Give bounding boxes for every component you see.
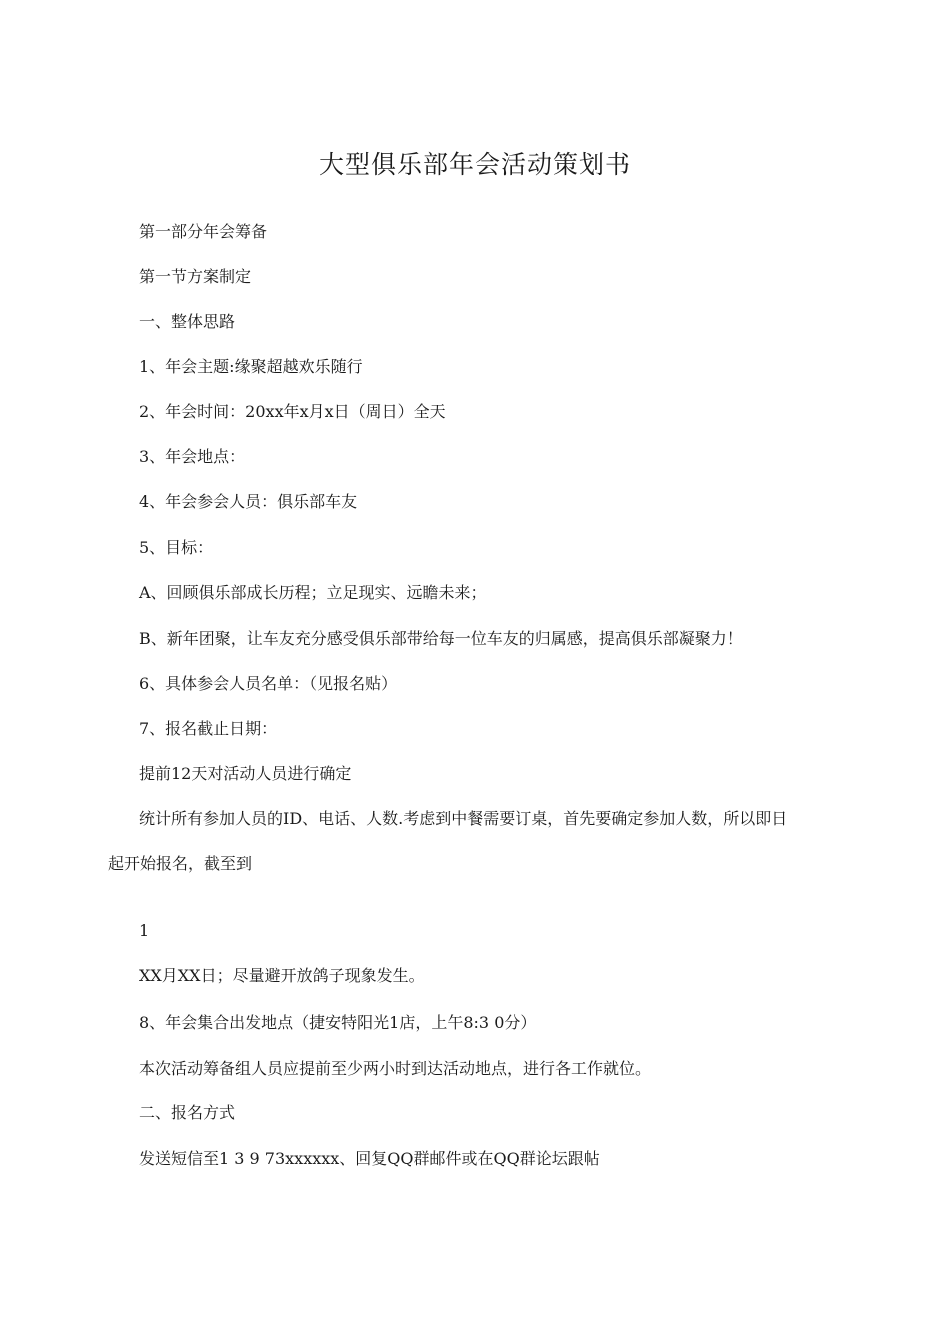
statistics-line: 统计所有参加人员的ID、电话、人数.考虑到中餐需要订桌，首先要确定参加人数，所以即日: [139, 809, 788, 828]
gathering-point-line: 8、年会集合出发地点（捷安特阳光1店，上午8:3 0分）: [139, 1013, 537, 1032]
confirm-line: 提前12天对活动人员进行确定: [139, 764, 352, 783]
attendees-line: 4、年会参会人员：俱乐部车友: [139, 492, 358, 511]
deadline-heading: 7、报名截止日期：: [139, 719, 278, 738]
overall-idea-heading: 一、整体思路: [139, 312, 236, 331]
goal-b-line: B、新年团聚，让车友充分感受俱乐部带给每一位车友的归属感，提高俱乐部凝聚力！: [139, 629, 743, 648]
page-number: 1: [139, 921, 150, 940]
section-chapter-heading: 第一节方案制定: [139, 267, 252, 286]
registration-date-line: XX月XX日；尽量避开放鸽子现象发生。: [139, 966, 425, 985]
staff-arrival-line: 本次活动筹备组人员应提前至少两小时到达活动地点，进行各工作就位。: [139, 1059, 652, 1078]
venue-line: 3、年会地点：: [139, 447, 246, 466]
time-line: 2、年会时间：20xx年x月x日（周日）全天: [139, 402, 446, 421]
statistics-continuation-line: 起开始报名，截至到: [108, 854, 253, 873]
section-part-heading: 第一部分年会筹备: [139, 222, 268, 241]
theme-line: 1、年会主题:缘聚超越欢乐随行: [139, 357, 363, 376]
document-title: 大型俱乐部年会活动策划书: [318, 150, 631, 179]
goal-a-line: A、回顾俱乐部成长历程；立足现实、远瞻未来；: [139, 583, 487, 602]
registration-method-heading: 二、报名方式: [139, 1103, 236, 1122]
goals-heading: 5、目标：: [139, 538, 214, 557]
attendee-list-line: 6、具体参会人员名单：（见报名贴）: [139, 674, 398, 693]
registration-method-line: 发送短信至1 3 9 73xxxxxx、回复QQ群邮件或在QQ群论坛跟帖: [139, 1149, 600, 1168]
